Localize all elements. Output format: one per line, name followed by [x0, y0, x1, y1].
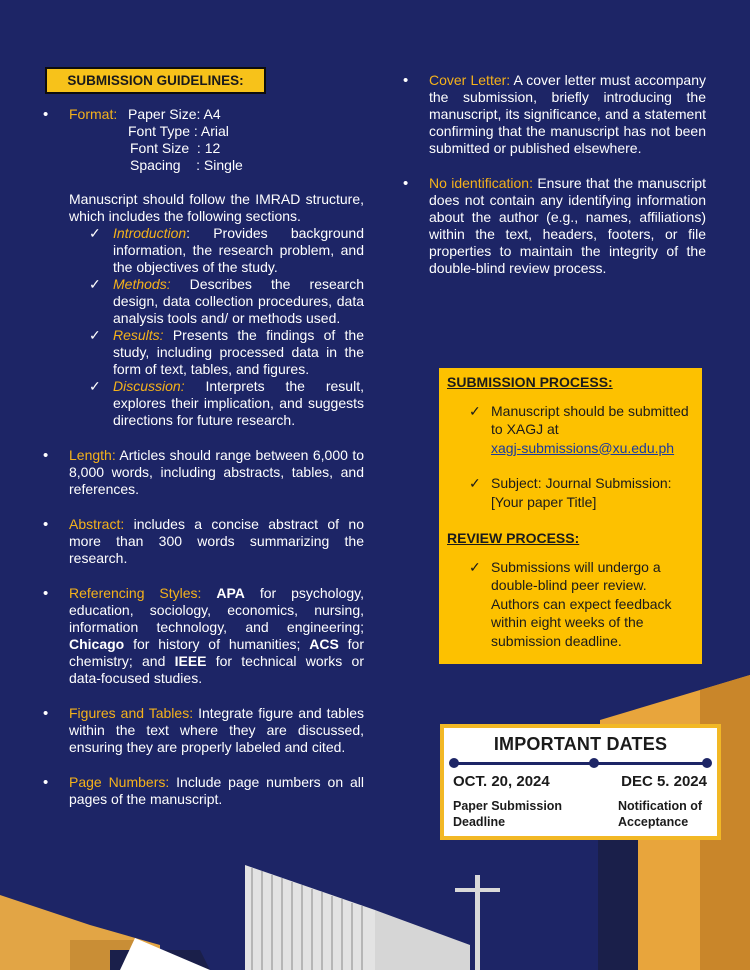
important-dates-card — [440, 724, 721, 840]
imrad-intro: Manuscript should follow the IMRAD structure, which includes the following sections. — [69, 191, 364, 224]
abstract-item: • Abstract: includes a concise abstract of no more than 300 words summarizing the research. — [40, 516, 364, 567]
timeline-dot — [702, 758, 712, 768]
spacing: Spacing : Single — [130, 157, 243, 173]
list-item: ✓ Subject: Journal Submission: [Your paper Title] — [447, 474, 694, 511]
format-item — [40, 106, 364, 174]
guidelines-left-column — [40, 106, 364, 808]
submission-email-link[interactable]: xagj-submissions@xu.edu.ph — [491, 439, 675, 456]
submission-process-title: SUBMISSION PROCESS: — [447, 374, 613, 390]
list-item: ✓ Discussion: Interprets the result, explores their implication, and suggests directions for future research. — [113, 378, 364, 429]
submission-deadline-date: OCT. 20, 2024 — [453, 773, 550, 790]
paper-size: Paper Size: A4 — [128, 106, 221, 122]
process-box — [437, 366, 704, 666]
important-dates-title: IMPORTANT DATES — [493, 734, 668, 754]
submission-deadline-caption: Paper Submission Deadline — [453, 799, 563, 829]
timeline-dot — [449, 758, 459, 768]
guidelines-right-column — [400, 72, 706, 277]
font-type: Font Type : Arial — [128, 123, 229, 139]
timeline-line — [452, 762, 709, 765]
format-label: • Format: — [69, 106, 118, 122]
timeline-dot — [589, 758, 599, 768]
no-identification-item: • No identification: Ensure that the manuscript does not contain any identifying information about the author (e.g., names, affiliations) within the text, headers, footers, or file properties to maintain the integrity of the double-blind review process. — [400, 175, 706, 277]
notification-date: DEC 5. 2024 — [621, 773, 707, 790]
list-item: ✓ Introduction: Provides background information, the research problem, and the objectives of the study. — [113, 225, 364, 276]
figures-item: • Figures and Tables: Integrate figure and tables within the text where they are discussed, ensuring they are properly labeled and cited. — [40, 705, 364, 756]
imrad-section-list — [40, 225, 364, 429]
review-process-title: REVIEW PROCESS: — [447, 530, 580, 546]
font-size: Font Size : 12 — [130, 140, 221, 156]
page-numbers-item: • Page Numbers: Include page numbers on all pages of the manuscript. — [40, 774, 364, 808]
list-item: ✓ Results: Presents the findings of the study, including processed data in the form of text, tables, and figures. — [113, 327, 364, 378]
referencing-item: • Referencing Styles: APA for psychology, education, sociology, economics, nursing, information technology, and engineering; Chicago for history of humanities; ACS for chemistry; and IEEE for technical works or data-focused studies. — [40, 585, 364, 687]
submission-guidelines-title: SUBMISSION GUIDELINES: — [45, 67, 266, 94]
cover-letter-item: • Cover Letter: A cover letter must accompany the submission, briefly introducing the manuscript, its significance, and a statement confirming that the manuscript has not been submitted or published elsewhere. — [400, 72, 706, 157]
length-item: • Length: Articles should range between 6,000 to 8,000 words, including abstracts, tables, and references. — [40, 447, 364, 498]
list-item: ✓ Submissions will undergo a double-blind peer review. Authors can expect feedback within eight weeks of the submission deadline. — [447, 558, 694, 651]
notification-caption: Notification of Acceptance — [618, 799, 703, 829]
list-item: ✓ Methods: Describes the research design, data collection procedures, data analysis tools and/ or methods used. — [113, 276, 364, 327]
list-item: ✓ Manuscript should be submitted to XAGJ at xagj-submissions@xu.edu.ph — [447, 402, 694, 458]
